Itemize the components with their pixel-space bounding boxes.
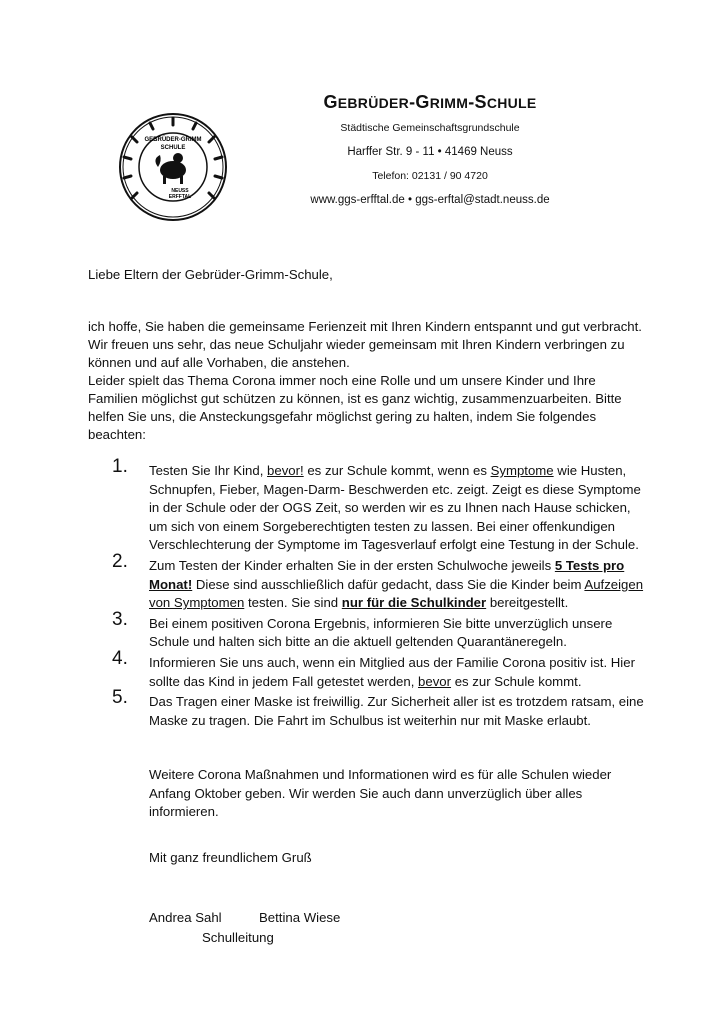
logo-city-text: NEUSS [171, 188, 189, 194]
list-number: 1. [112, 456, 128, 477]
list-item: 3. Bei einem positiven Corona Ergebnis, informieren Sie bitte unverzüglich unsere Schule und halten sich bitte an die aktuell geltenden Quarantäneregeln. [112, 608, 613, 650]
letterhead [270, 92, 590, 206]
intro-paragraph-2: Leider spielt das Thema Corona immer noch eine Rolle und um unsere Kinder und Ihre Familien möglichst gut schützen zu können, ist es ganz wichtig, zusammenzuarbeiten. Bitte helfen Sie uns, die Ansteckungsgefahr möglichst gering zu halten, indem Sie folgendes beachten: [88, 373, 622, 442]
list-number: 5. [112, 687, 128, 709]
school-subtitle: Städtische Gemeinschaftsgrundschule [340, 122, 520, 134]
emphasis-tests-per-month: 5 Tests pro Monat! [149, 557, 625, 592]
logo-district-text: ERFFTAL [168, 194, 192, 200]
list-item: 2. Zum Testen der Kinder erhalten Sie in der ersten Schulwoche jeweils 5 Tests pro Monat! Diese sind ausschließlich dafür gedacht, dass Sie die Kinder beim Aufzeigen von Symptomen testen. Sie sind nur für die Schulkinder bereitgestellt. [112, 550, 644, 611]
intro [88, 318, 648, 444]
logo-inner-text: SCHULE [160, 145, 186, 151]
rules-list [112, 456, 644, 732]
emphasis-before: bevor [418, 673, 452, 689]
school-logo [118, 112, 228, 222]
school-name: GEBRÜDER-GRIMM-SCHULE [323, 92, 537, 112]
further-info: Weitere Corona Maßnahmen und Informationen wird es für alle Schulen wieder Anfang Oktober geben. Wir werden Sie auch dann unverzüglich über alles informieren. [149, 767, 612, 820]
signature-name-2: Bettina Wiese [259, 910, 341, 925]
emphasis-symptoms-shown: Aufzeigen von Symptomen [149, 576, 644, 611]
emphasis-before: bevor! [267, 463, 304, 478]
list-number: 2. [112, 550, 128, 572]
emphasis-symptoms: Symptome [490, 463, 554, 478]
school-phone: Telefon: 02131 / 90 4720 [372, 170, 488, 182]
list-item: 4. Informieren Sie uns auch, wenn ein Mitglied aus der Familie Corona positiv ist. Hier sollte das Kind in jedem Fall getestet werden, bevor es zur Schule kommt. [112, 647, 635, 689]
school-address: Harffer Str. 9 - 11 • 41469 Neuss [347, 146, 513, 158]
signature-role: Schulleitung [202, 930, 274, 945]
list-number: 4. [112, 647, 128, 669]
emphasis-school-children: nur für die Schulkinder [341, 595, 487, 611]
signature-name-1: Andrea Sahl [149, 910, 222, 925]
school-web-email: www.ggs-erfftal.de • ggs-erftal@stadt.neuss.de [310, 194, 550, 206]
list-number: 3. [112, 608, 128, 630]
list-item: 5. Das Tragen einer Maske ist freiwillig. Zur Sicherheit aller ist es trotzdem ratsam, eine Maske zu tragen. Die Fahrt im Schulbus ist weiterhin nur mit Maske erlaubt. [112, 687, 644, 728]
intro-paragraph-1: ich hoffe, Sie haben die gemeinsame Ferienzeit mit Ihren Kindern entspannt und gut verbracht. Wir freuen uns sehr, das neue Schuljahr wieder gemeinsam mit Ihren Kindern verbringen zu können und auf alle Vorhaben, die anstehen. [88, 319, 642, 370]
closing-salutation: Mit ganz freundlichem Gruß [149, 850, 312, 865]
greeting: Liebe Eltern der Gebrüder-Grimm-Schule, [88, 267, 333, 282]
list-item: 1. Testen Sie Ihr Kind, bevor! es zur Schule kommt, wenn es Symptome wie Husten, Schnupfen, Fieber, Magen-Darm- Beschwerden etc. zeigt. Zeigt es diese Symptome in der Schule oder der OGS Zeit, so werden wir es zu Ihnen nach Hause schicken, um sich von einem Sorgeberechtigten testen zu lassen. Bei einer offenkundigen Verschlechterung der Symptome im Tagesverlauf erfolgt eine Testung in der Schule. [112, 456, 641, 553]
logo-ring-text: GEBRÜDER-GRIMM [144, 137, 202, 143]
